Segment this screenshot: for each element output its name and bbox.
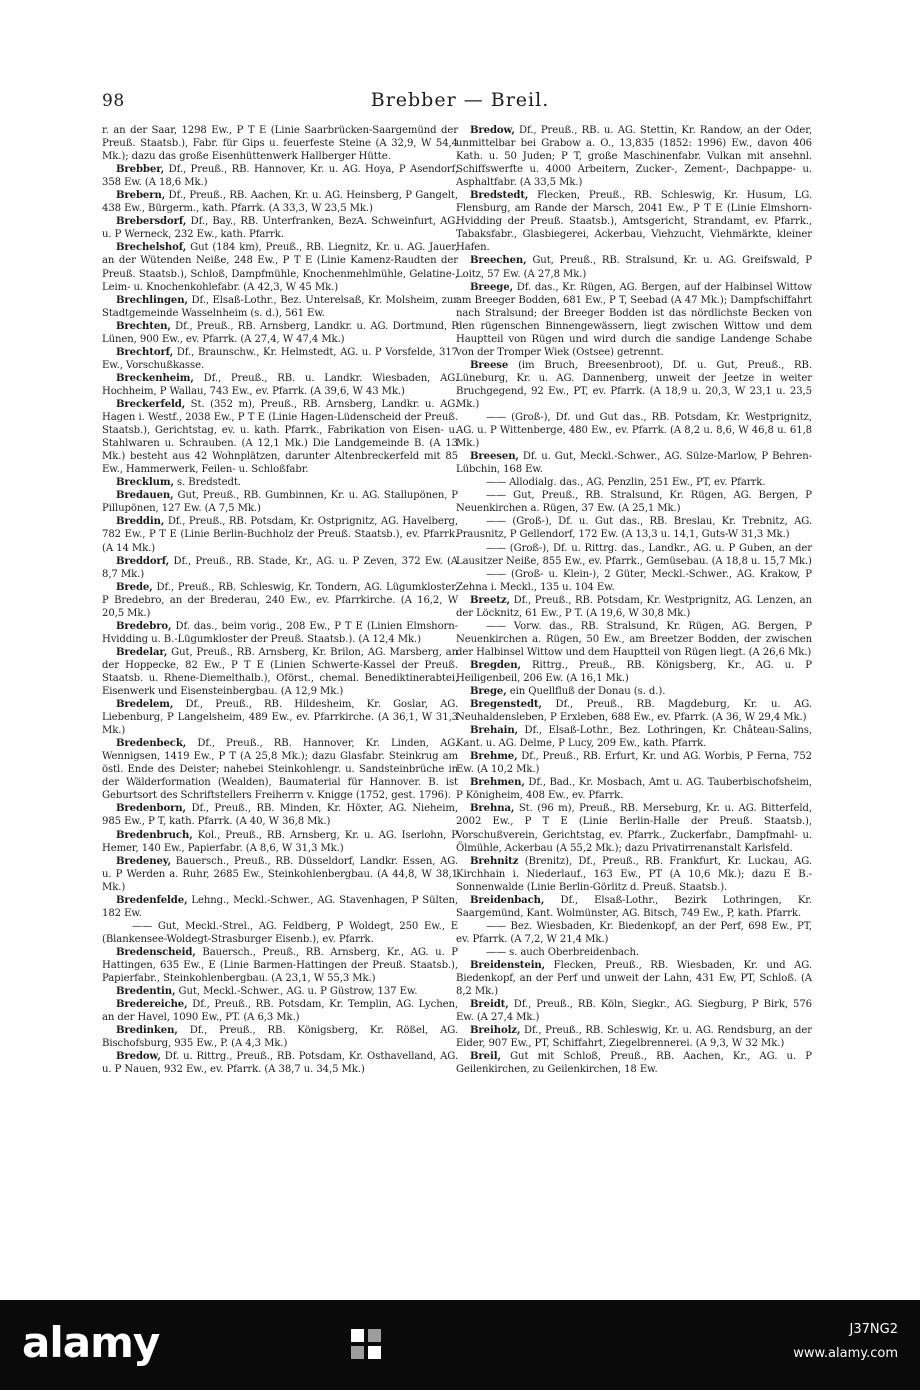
dictionary-entry bbox=[456, 920, 812, 946]
entry-text: Lehng., Meckl.-Schwer., AG. Stavenhagen, P Sülten, 182 Ew. bbox=[102, 894, 458, 919]
dictionary-entry bbox=[102, 646, 458, 698]
dictionary-entry bbox=[102, 372, 458, 398]
dictionary-entry bbox=[456, 359, 812, 411]
entry-text: (im Bruch, Breesenbroot), Df. u. Gut, Preuß., RB. Lüneburg, Kr. u. AG. Dannenberg, unweit der Jeetze in weiter Bruchgegend, 92 Ew., PT, ev. Pfarrk. (A 18,9 u. 20,3, W 23,1 u. 23,5 Mk.) bbox=[456, 359, 812, 410]
entry-text: Rittrg., Preuß., RB. Königsberg, Kr., AG. u. P Heiligenbeil, 206 Ew. (A 16,1 Mk.) bbox=[456, 659, 812, 684]
dictionary-entry bbox=[102, 1024, 458, 1050]
entry-text: Gut, Preuß., RB. Gumbinnen, Kr. u. AG. Stallupönen, P Pillupönen, 127 Ew. (A 7,5 Mk.) bbox=[102, 490, 458, 515]
entry-headword: Bregden, bbox=[470, 659, 521, 671]
entry-headword: Brehna, bbox=[470, 803, 515, 815]
entry-headword: Bregenstedt, bbox=[470, 699, 542, 711]
entry-headword: Bredenborn, bbox=[116, 803, 186, 815]
entry-headword: Brehme, bbox=[470, 751, 518, 763]
dictionary-entry bbox=[456, 659, 812, 685]
dictionary-entry bbox=[456, 855, 812, 894]
left-column bbox=[102, 124, 458, 1076]
dictionary-entry bbox=[456, 620, 812, 659]
entry-text: Df., Preuß., RB. Erfurt, Kr. und AG. Worbis, P Ferna, 752 Ew. (A 10,2 Mk.) bbox=[456, 751, 812, 776]
dictionary-entry bbox=[102, 946, 458, 985]
entry-text: St. (352 m), Preuß., RB. Arnsberg, Landkr. u. AG. Hagen i. Westf., 2038 Ew., P T E (Linie Hagen-Lüdenscheid der Preuß. Staatsb.), Gerichtstag, ev. u. kath. Pfarrk., Fabrikation von Eisen- u. Stahlwaren u. Schrauben. (A 12,1 Mk.) Die Landgemeinde B. (A 13 Mk.) besteht aus 42 Wohnplätzen, darunter Altenbreckerfeld mit 85 Ew., Hammerwerk, Feilen- u. Schloßfabr. bbox=[102, 398, 458, 476]
dictionary-entry bbox=[456, 894, 812, 920]
entry-headword: Breckenheim, bbox=[116, 372, 194, 384]
entry-headword: Bredebro, bbox=[116, 620, 172, 632]
entry-text: Df., Preuß., RB. Potsdam, Kr. Templin, AG. Lychen, an der Havel, 1090 Ew., PT. (A 6,3 Mk.) bbox=[102, 999, 458, 1024]
entry-text: Df., Elsaß-Lothr., Bez. Lothringen, Kr. Château-Salins, Kant. u. AG. Delme, P Lucy, 209 Ew., kath. Pfarrk. bbox=[456, 725, 812, 750]
dictionary-entry bbox=[456, 189, 812, 254]
entry-headword: Bredelem, bbox=[116, 699, 174, 711]
right-column bbox=[456, 124, 812, 1076]
entry-headword: Breil, bbox=[470, 1051, 501, 1063]
entry-text: Gut (184 km), Preuß., RB. Liegnitz, Kr. u. AG. Jauer, an der Wütenden Neiße, 248 Ew., P T E (Linie Kamenz-Raudten der Preuß. Staatsb.), Schloß, Dampfmühle, Knochenmehlmühle, Gelatine-, Leim- u. Knochenkohlefabr. (A 42,3, W 45 Mk.) bbox=[102, 242, 458, 293]
entry-headword: Brede, bbox=[116, 581, 153, 593]
dictionary-entry bbox=[456, 802, 812, 854]
entry-text: Df., Preuß., RB. Königsberg, Kr. Rößel, AG. Bischofsburg, 935 Ew., P. (A 4,3 Mk.) bbox=[102, 1025, 458, 1050]
entry-text: Df., Preuß., RB. Minden, Kr. Höxter, AG. Nieheim, 985 Ew., P T, kath. Pfarrk. (A 40, W 36,8 Mk.) bbox=[102, 803, 458, 828]
entry-headword: Brebersdorf, bbox=[116, 216, 187, 228]
entry-headword: Brebber, bbox=[116, 164, 165, 176]
dictionary-entry bbox=[456, 998, 812, 1024]
dictionary-entry bbox=[456, 476, 812, 489]
entry-text: Flecken, Preuß., RB. Schleswig, Kr. Husum, LG. Flensburg, am Rande der Marsch, 2041 Ew., P T E (Linie Elmshorn-Hvidding der Preuß. Staatsb.), Amtsgericht, Strandamt, ev. Pfarrk., Tabaksfabr., Glasbiegerei, Ackerbau, Viehzucht, Viehmärkte, kleiner Hafen. bbox=[456, 190, 812, 254]
dictionary-entry bbox=[102, 189, 458, 215]
entry-text: —— Gut, Meckl.-Strel., AG. Feldberg, P Woldegt, 250 Ew., E (Blankensee-Woldegt-Strasburger Eisenb.), ev. Pfarrk. bbox=[102, 920, 458, 945]
entry-text: —— (Groß- u. Klein-), 2 Güter, Meckl.-Schwer., AG. Krakow, P Zehna i. Meckl., 135 u. 104 Ew. bbox=[456, 568, 812, 593]
entry-text: —— Vorw. das., RB. Stralsund, Kr. Rügen, AG. Bergen, P Neuenkirchen a. Rügen, 50 Ew., am Breetzer Bodden, der zwischen der Halbinsel Wittow und dem Hauptteil von Rügen liegt. (A 26,6 Mk.) bbox=[456, 620, 812, 658]
entry-text: Df. u. Gut, Meckl.-Schwer., AG. Sülze-Marlow, P Behren-Lübchin, 168 Ew. bbox=[456, 451, 812, 476]
dictionary-entry bbox=[102, 1050, 458, 1076]
dictionary-entry bbox=[456, 1024, 812, 1050]
entry-text: Df., Preuß., RB. Hannover, Kr. Linden, AG. Wennigsen, 1419 Ew., P T (A 25,8 Mk.); dazu Glasfabr. Steinkrug am östl. Ende des Deister; nahebei Steinkohlengr. u. Sandsteinbrüche in der Wälderformation (Wealden), Baumaterial für Hannover. B. ist Geburtsort des Schriftstellers Freiherrn v. Knigge (1752, gest. 1796). bbox=[102, 738, 458, 802]
dictionary-entry bbox=[456, 959, 812, 998]
entry-headword: Brechtorf, bbox=[116, 346, 174, 358]
entry-headword: Bredenbeck, bbox=[116, 738, 187, 750]
dictionary-entry bbox=[102, 320, 458, 346]
entry-headword: Breese bbox=[470, 359, 509, 371]
entry-headword: Brecklum, bbox=[116, 477, 174, 489]
entry-headword: Brechten, bbox=[116, 320, 171, 332]
entry-text: Df., Preuß., RB. Schleswig, Kr. Tondern, AG. Lügumkloster, P Bredebro, an der Brederau, 240 Ew., ev. Pfarrkirche. (A 16,2, W 20,5 Mk.) bbox=[102, 581, 458, 619]
brand-mark-icon bbox=[348, 1326, 384, 1362]
dictionary-entry bbox=[102, 346, 458, 372]
entry-text: Gut, Preuß., RB. Stralsund, Kr. u. AG. Greifswald, P Loitz, 57 Ew. (A 27,8 Mk.) bbox=[456, 255, 812, 280]
entry-text: Df., Preuß., RB. Arnsberg, Landkr. u. AG. Dortmund, P Lünen, 900 Ew., ev. Pfarrk. (A 27,4, W 47,4 Mk.) bbox=[102, 320, 458, 345]
dictionary-entry bbox=[102, 489, 458, 515]
entry-headword: Brechelshof, bbox=[116, 242, 187, 254]
entry-text: Bauersch., Preuß., RB. Düsseldorf, Landkr. Essen, AG. u. P Werden a. Ruhr, 2685 Ew., Steinkohlenbergbau. (A 44,8, W 38,1 Mk.) bbox=[102, 855, 458, 893]
entry-text: St. (96 m), Preuß., RB. Merseburg, Kr. u. AG. Bitterfeld, 2002 Ew., P T E (Linie Berlin-Halle der Preuß. Staatsb.), Vorschußverein, Gerichtstag, ev. Pfarrk., Zuckerfabr., Dampfmahl- u. Ölmühle, Ackerbau (A 55,2 Mk.); dazu Privatirrenanstalt Karlsfeld. bbox=[456, 803, 812, 854]
entry-text: Df., Preuß., RB. Hannover, Kr. u. AG. Hoya, P Asendorf, 358 Ew. (A 18,6 Mk.) bbox=[102, 164, 458, 189]
dictionary-entry bbox=[102, 124, 458, 163]
entry-headword: Brehain, bbox=[470, 725, 519, 737]
entry-text: (Brenitz), Df., Preuß., RB. Frankfurt, Kr. Luckau, AG. Kirchhain i. Niederlauf., 163 Ew., PT (A 10,6 Mk.); dazu E B.-Sonnenwalde (Linie Berlin-Görlitz d. Preuß. Staatsb.). bbox=[456, 855, 812, 893]
watermark-banner bbox=[0, 1300, 920, 1390]
entry-headword: Brechlingen, bbox=[116, 294, 188, 306]
dictionary-entry bbox=[102, 163, 458, 189]
dictionary-entry bbox=[456, 124, 812, 189]
dictionary-entry bbox=[456, 946, 812, 959]
dictionary-entry bbox=[456, 594, 812, 620]
entry-headword: Brehmen, bbox=[470, 777, 525, 789]
dictionary-entry bbox=[102, 581, 458, 620]
entry-headword: Bredereiche, bbox=[116, 999, 188, 1011]
entry-headword: Brege, bbox=[470, 686, 507, 698]
entry-text: Df., Preuß., RB. Stade, Kr., AG. u. P Zeven, 372 Ew. (A 8,7 Mk.) bbox=[102, 555, 458, 580]
site-url: www.alamy.com bbox=[793, 1346, 898, 1361]
entry-headword: Bredauen, bbox=[116, 490, 174, 502]
entry-headword: Bredinken, bbox=[116, 1025, 178, 1037]
dictionary-entry bbox=[456, 685, 812, 698]
dictionary-entry bbox=[102, 215, 458, 241]
page-number: 98 bbox=[102, 91, 125, 111]
entry-text: Gut, Meckl.-Schwer., AG. u. P Güstrow, 137 Ew. bbox=[175, 986, 418, 998]
entry-headword: Bredenfelde, bbox=[116, 894, 188, 906]
entry-text: —— (Groß-), Df. und Gut das., RB. Potsdam, Kr. Westprignitz, AG. u. P Wittenberge, 480 Ew., ev. Pfarrk. (A 8,2 u. 8,6, W 46,8 u. 61,8 Mk.) bbox=[456, 412, 812, 450]
dictionary-entry bbox=[456, 515, 812, 541]
image-id: J37NG2 bbox=[849, 1322, 898, 1337]
entry-headword: Breddin, bbox=[116, 516, 165, 528]
entry-headword: Bredelar, bbox=[116, 646, 168, 658]
entry-text: —— (Groß-), Df. u. Gut das., RB. Breslau, Kr. Trebnitz, AG. Prausnitz, P Gellendorf, 172 Ew. (A 13,3 u. 14,1, Guts-W 31,3 Mk.) bbox=[456, 516, 812, 541]
dictionary-entry bbox=[102, 920, 458, 946]
entry-text: Df. das., beim vorig., 208 Ew., P T E (Linien Elmshorn-Hvidding u. B.-Lügumkloster der Preuß. Staatsb.). (A 12,4 Mk.) bbox=[102, 620, 458, 645]
dictionary-entry bbox=[102, 802, 458, 828]
dictionary-entry bbox=[456, 776, 812, 802]
entry-text: Df., Bad., Kr. Mosbach, Amt u. AG. Tauberbischofsheim, P Königheim, 408 Ew., ev. Pfarrk. bbox=[456, 777, 812, 802]
dictionary-entry bbox=[102, 855, 458, 894]
entry-headword: Breesen, bbox=[470, 451, 519, 463]
entry-text: —— Allodialg. das., AG. Penzlin, 251 Ew., PT, ev. Pfarrk. bbox=[486, 477, 766, 489]
dictionary-entry bbox=[102, 829, 458, 855]
entry-text: —— Gut, Preuß., RB. Stralsund, Kr. Rügen, AG. Bergen, P Neuenkirchen a. Rügen, 37 Ew. (A 25,1 Mk.) bbox=[456, 490, 812, 515]
entry-headword: Brebern, bbox=[116, 190, 166, 202]
dictionary-entry bbox=[456, 281, 812, 359]
dictionary-entry bbox=[456, 411, 812, 450]
entry-headword: Breddorf, bbox=[116, 555, 170, 567]
entry-text: Bauersch., Preuß., RB. Arnsberg, Kr., AG. u. P Hattingen, 635 Ew., E (Linie Barmen-Hattingen der Preuß. Staatsb.), Papierfabr., Steinkohlenbergbau. (A 23,1, W 55,3 Mk.) bbox=[102, 946, 458, 985]
entry-headword: Bredeney, bbox=[116, 855, 172, 867]
entry-headword: Breetz, bbox=[470, 594, 510, 606]
entry-headword: Breege, bbox=[470, 281, 513, 293]
dictionary-entry bbox=[102, 398, 458, 476]
entry-headword: Bredentin, bbox=[116, 986, 176, 998]
dictionary-entry bbox=[102, 998, 458, 1024]
dictionary-entry bbox=[456, 724, 812, 750]
entry-text: ein Quellfluß der Donau (s. d.). bbox=[506, 686, 666, 698]
dictionary-entry bbox=[102, 985, 458, 998]
entry-text: Df., Preuß., RB. Schleswig, Kr. u. AG. Rendsburg, an der Eider, 907 Ew., PT, Schiffahrt, Ziegelbrennerei. (A 9,3, W 32 Mk.) bbox=[456, 1025, 812, 1050]
dictionary-entry bbox=[456, 489, 812, 515]
entry-headword: Bredow, bbox=[116, 1051, 161, 1063]
dictionary-entry bbox=[102, 241, 458, 293]
entry-headword: Bredstedt, bbox=[470, 190, 529, 202]
dictionary-entry bbox=[456, 254, 812, 280]
entry-text: Df., Preuß., RB. u. Landkr. Wiesbaden, AG. Hochheim, P Wallau, 743 Ew., ev. Pfarrk. (A 39,6, W 43 Mk.) bbox=[102, 372, 458, 397]
dictionary-entry bbox=[102, 894, 458, 920]
entry-text: —— Bez. Wiesbaden, Kr. Biedenkopf, an der Perf, 698 Ew., PT, ev. Pfarrk. (A 7,2, W 21,4 Mk.) bbox=[456, 920, 812, 945]
dictionary-entry bbox=[456, 698, 812, 724]
entry-text: Df., Braunschw., Kr. Helmstedt, AG. u. P Vorsfelde, 317 Ew., Vorschußkasse. bbox=[102, 346, 458, 371]
entry-headword: Breiholz, bbox=[470, 1025, 521, 1037]
entry-text: Df., Elsaß-Lothr., Bez. Unterelsaß, Kr. Molsheim, zur Stadtgemeinde Wasselnheim (s. d.), 561 Ew. bbox=[102, 294, 458, 319]
entry-text: Df., Bay., RB. Unterfranken, BezA. Schweinfurt, AG. u. P Werneck, 232 Ew., kath. Pfarrk. bbox=[102, 216, 458, 241]
entry-headword: Breidenstein, bbox=[470, 960, 546, 971]
entry-text: Gut mit Schloß, Preuß., RB. Aachen, Kr., AG. u. P Geilenkirchen, zu Geilenkirchen, 18 Ew. bbox=[456, 1051, 812, 1076]
entry-text: Gut, Preuß., RB. Arnsberg, Kr. Brilon, AG. Marsberg, an der Hoppecke, 82 Ew., P T E (Linien Schwerte-Kassel der Preuß. Staatsb. u. Rhene-Diemelthalb.), Oförst., chemal. Benediktinerabtei, Eisenwerk und Eisensteinbergbau. (A 12,9 Mk.) bbox=[102, 646, 458, 698]
entry-headword: Breckerfeld, bbox=[116, 398, 186, 410]
dictionary-entry bbox=[456, 450, 812, 476]
dictionary-entry bbox=[102, 515, 458, 554]
dictionary-entry bbox=[102, 620, 458, 646]
entry-headword: Bredenbruch, bbox=[116, 829, 193, 841]
entry-headword: Breechen, bbox=[470, 255, 527, 267]
dictionary-entry bbox=[102, 698, 458, 737]
entry-text: r. an der Saar, 1298 Ew., P T E (Linie Saarbrücken-Saargemünd der Preuß. Staatsb.), Fabr. für Gips u. feuerfeste Steine (A 32,9, W 54,4 Mk.); dazu das große Eisenhüttenwerk Hallberger Hütte. bbox=[102, 125, 458, 163]
entry-headword: Brehnitz bbox=[470, 855, 519, 867]
dictionary-entry bbox=[456, 1050, 812, 1076]
entry-headword: Bredow, bbox=[470, 125, 515, 136]
entry-text: Df., Preuß., RB. u. AG. Stettin, Kr. Randow, an der Oder, unmittelbar bei Grabow a. O., 13,835 (1852: 1996) Ew., davon 406 Kath. u. 50 Juden; P T, große Maschinenfabr. Vulkan mit ansehnl. Schiffswerfte u. 4000 Arbeitern, Zucker-, Zement-, Dachpappe- u. Asphaltfabr. (A 33,5 Mk.) bbox=[456, 125, 812, 189]
dictionary-entry bbox=[102, 294, 458, 320]
entry-headword: Breidt, bbox=[470, 999, 509, 1011]
entry-text: s. Bredstedt. bbox=[173, 477, 241, 489]
dictionary-entry bbox=[456, 542, 812, 568]
entry-text: Df. das., Kr. Rügen, AG. Bergen, auf der Halbinsel Wittow am Breeger Bodden, 681 Ew., P T, Seebad (A 47 Mk.); Dampfschiffahrt nach Stralsund; der Breeger Bodden ist das nördlichste Becken von den rügenschen Binnengewässern, liegt zwischen Wittow und dem Hauptteil von Rügen und wird durch die sandige Landenge Schabe von der Tromper Wiek (Ostsee) getrennt. bbox=[456, 281, 812, 358]
entry-headword: Breidenbach, bbox=[470, 894, 545, 906]
entry-headword: Bredenscheid, bbox=[116, 946, 196, 958]
entry-text: Flecken, Preuß., RB. Wiesbaden, Kr. und AG. Biedenkopf, an der Perf und unweit der Lahn, 431 Ew, PT, Schloß. (A 8,2 Mk.) bbox=[456, 960, 812, 998]
entry-text: Df., Preuß., RB. Köln, Siegkr., AG. Siegburg, P Birk, 576 Ew. (A 27,4 Mk.) bbox=[456, 999, 812, 1024]
entry-text: Df., Preuß., RB. Potsdam, Kr. Ostprignitz, AG. Havelberg, 782 Ew., P T E (Linie Berlin-Buchholz der Preuß. Staatsb.), ev. Pfarrk. (A 14 Mk.) bbox=[102, 516, 458, 554]
dictionary-entry bbox=[102, 737, 458, 802]
dictionary-entry bbox=[456, 750, 812, 776]
entry-text: —— (Groß-), Df. u. Rittrg. das., Landkr., AG. u. P Guben, an der Lausitzer Neiße, 855 Ew., ev. Pfarrk., Gemüsebau. (A 18,8 u. 15,7 Mk.) bbox=[456, 542, 812, 567]
dictionary-entry bbox=[102, 476, 458, 489]
dictionary-entry bbox=[102, 555, 458, 581]
entry-text: Df., Preuß., RB. Magdeburg, Kr. u. AG. Neuhaldensleben, P Erxleben, 688 Ew., ev. Pfarrk. (A 36, W 29,4 Mk.) bbox=[456, 699, 812, 724]
dictionary-entry bbox=[456, 568, 812, 594]
entry-text: Df., Elsaß-Lothr., Bezirk Lothringen, Kr. Saargemünd, Kant. Wolmünster, AG. Bitsch, 749 Ew., P, kath. Pfarrk. bbox=[456, 894, 812, 919]
entry-text: —— s. auch Oberbreidenbach. bbox=[486, 946, 639, 958]
entry-text: Kol., Preuß., RB. Arnsberg, Kr. u. AG. Iserlohn, P Hemer, 140 Ew., Papierfabr. (A 8,6, W 31,3 Mk.) bbox=[102, 829, 458, 854]
brand-logo: alamy bbox=[22, 1318, 160, 1367]
entry-text: Df. u. Rittrg., Preuß., RB. Potsdam, Kr. Osthavelland, AG. u. P Nauen, 932 Ew., ev. Pfarrk. (A 38,7 u. 34,5 Mk.) bbox=[102, 1051, 458, 1076]
entry-text: Df., Preuß., RB. Aachen, Kr. u. AG. Heinsberg, P Gangelt, 438 Ew., Bürgerm., kath. Pfarrk. (A 33,3, W 23,5 Mk.) bbox=[102, 190, 458, 215]
entry-text: Df., Preuß., RB. Hildesheim, Kr. Goslar, AG. Liebenburg, P Langelsheim, 489 Ew., ev. Pfarrkirche. (A 36,1, W 31,3 Mk.) bbox=[102, 699, 458, 737]
running-title: Brebber — Breil. bbox=[370, 89, 550, 111]
entry-text: Df., Preuß., RB. Potsdam, Kr. Westprignitz, AG. Lenzen, an der Löcknitz, 61 Ew., P T. (A 19,6, W 30,8 Mk.) bbox=[456, 594, 812, 619]
